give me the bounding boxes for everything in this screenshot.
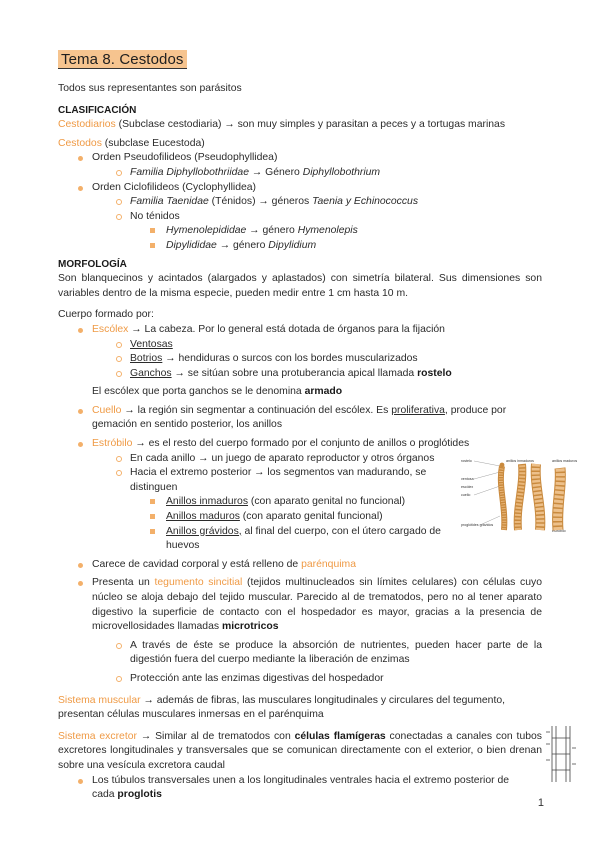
figure-label: proglótides grávidos (461, 523, 494, 527)
estrobilo-text: → es el resto del cuerpo formado por el conjunto de anillos o proglótides (132, 438, 470, 450)
proteccion-text: Protección ante las enzimas digestivas del hospedador (130, 672, 384, 684)
ganchos-term: Ganchos (130, 367, 172, 379)
absorcion-text: A través de éste se produce la absorción de nutrientes, pueden hacer parte de la digestión fuera del cuerpo mediante la liberación de enzimas (130, 639, 542, 666)
fam-arrow: → género (246, 225, 298, 237)
microtricos-term: microtricos (221, 621, 279, 633)
no-tenidos-label: No ténidos (130, 210, 180, 222)
fam-name: Familia Diphyllobothriidae (130, 166, 249, 178)
fam-arrow: → Género (248, 166, 303, 178)
tegumento-text: Presenta un (92, 577, 155, 589)
clasificacion-heading: CLASIFICACIÓN (58, 104, 137, 116)
botrios-term: Botrios (130, 353, 163, 365)
ventosas-term: Ventosas (130, 338, 173, 350)
figure-label: ventosa (461, 477, 474, 481)
cuerpo-list (58, 323, 542, 381)
fam-arrow: (Ténidos) → géneros (208, 196, 313, 208)
escolex-term: Escólex (92, 323, 129, 335)
intro-text: Todos sus representantes son parásitos (58, 83, 242, 94)
excretor-paragraph (58, 730, 542, 774)
cestodos-term: Cestodos (58, 137, 102, 149)
figure-label: rostelo (461, 459, 472, 463)
gravidos-term: Anillos grávidos, (166, 525, 242, 537)
armado-term: armado (304, 386, 343, 398)
proliferativa-term: proliferativa (391, 404, 445, 416)
genus-name: Dipylidium (268, 239, 317, 251)
excretory-system-figure (544, 724, 578, 784)
fam-name: Hymenolepididae (166, 225, 247, 237)
list-item (58, 639, 542, 668)
tubulos-list (58, 774, 542, 803)
cuerpo-line: Cuerpo formado por: (58, 309, 154, 321)
cuello-list (58, 404, 542, 433)
cestodos-line (58, 137, 542, 152)
tegumento-term: tegumento sincitial (154, 577, 243, 589)
extremo-text: Hacia el extremo posterior → los segmentos van madurando, se distinguen (130, 467, 427, 493)
page-title: Tema 8. Cestodos (58, 50, 187, 69)
list-item (58, 367, 542, 382)
cavidad-list (58, 558, 542, 687)
maduros-text: (con aparato genital funcional) (239, 511, 383, 523)
list-item (58, 224, 542, 239)
figure-label: estróbilo (552, 529, 566, 533)
cestode-body-drawing (500, 463, 561, 530)
genus-name: Hymenolepis (297, 225, 358, 237)
orden-list (58, 151, 542, 253)
cavidad-text: Carece de cavidad corporal y está relleno de (92, 558, 302, 570)
page-number: 1 (537, 797, 544, 809)
list-item (58, 466, 448, 495)
fam-arrow: → género (216, 239, 269, 251)
list-item (58, 181, 542, 196)
muscular-text: → además de fibras, las musculares longitudinales y circulares del tegumento, presentan células musculares inmersas en el parénquima (58, 694, 506, 721)
excretor-text: → Similar al de trematodos con (136, 730, 295, 742)
maduros-term: Anillos maduros (166, 511, 240, 523)
list-item (58, 774, 532, 803)
list-item (58, 323, 542, 338)
cestode-anatomy-figure (460, 456, 580, 536)
list-item (58, 404, 542, 433)
armado-text: El escólex que porta ganchos se le denomina (92, 386, 305, 398)
list-item (58, 525, 456, 554)
cuello-text-2: , produce por gemación en sentido posterior, los anillos (92, 404, 507, 431)
cestodiarios-text: (Subclase cestodiaria) → son muy simples y parasitan a peces y a tortugas marinas (115, 119, 506, 131)
tubulos-text: Los túbulos transversales unen a los longitudinales ventrales hacia el extremo posterior de cada (92, 774, 510, 801)
botrios-text: → hendiduras o surcos con los bordes muscularizados (162, 353, 418, 365)
morfologia-heading: MORFOLOGÍA (58, 258, 127, 270)
list-item (58, 576, 542, 634)
inmaduros-text: (con aparato genital no funcional) (248, 496, 406, 508)
excretor-term: Sistema excretor (58, 730, 137, 742)
tegumento-text-2: (tejidos multinucleados sin límites celulares) con células cuyo núcleo se aloja debajo del tejido muscular. Parecido al de trematodos, pero no al tener aparato digestivo la superficie de contacto con el hospedador es mayor, gracias a la presencia de microvellosidades llamadas (92, 577, 543, 633)
flamigeras-term: células flamígeras (294, 730, 386, 742)
figure-label: anillos inmaduros (506, 459, 534, 463)
muscular-term: Sistema muscular (58, 694, 141, 706)
muscular-paragraph (58, 694, 542, 723)
gravidos-text: al final del cuerpo, con el útero cargado de huevos (166, 525, 441, 552)
list-item (58, 338, 542, 353)
ganchos-text: → se sitúan sobre una protuberancia apical llamada (171, 367, 418, 379)
document-body (58, 82, 542, 803)
excretor-text-2: conectadas a canales con tubos excretores longitudinales y transversales que se comunican directamente con el exterior, o bien drenan sobre una vesícula excretora caudal (58, 730, 542, 771)
figure-label: escólex (461, 485, 474, 489)
fam-name: Dipylididae (166, 239, 217, 251)
cuello-term: Cuello (92, 404, 122, 416)
list-item (58, 352, 542, 367)
genus-name: Diphyllobothrium (302, 166, 381, 178)
cestodiarios-line (58, 118, 542, 133)
orden2-label: Orden Ciclofilideos (Cyclophyllidea) (92, 181, 257, 193)
list-item (58, 437, 542, 452)
figure-label: anillos maduros (552, 459, 578, 463)
list-item (58, 166, 542, 181)
list-item (58, 195, 542, 210)
escolex-text: → La cabeza. Por lo general está dotada de órganos para la fijación (128, 323, 445, 335)
orden1-label: Orden Pseudofilideos (Pseudophyllidea) (92, 152, 278, 164)
list-item (58, 672, 542, 687)
fam-name: Familia Taenidae (130, 196, 209, 208)
armado-note (58, 385, 542, 400)
anillo-text: En cada anillo → un juego de aparato reproductor y otros órganos (130, 452, 435, 464)
list-item (58, 239, 542, 254)
cuello-text: → la región sin segmentar a continuación del escólex. Es (121, 404, 392, 416)
cestodos-text: (subclase Eucestoda) (101, 137, 205, 149)
title-block (58, 50, 187, 69)
parenquima-term: parénquima (301, 558, 356, 570)
list-item (58, 151, 542, 166)
morfologia-paragraph: Son blanquecinos y acintados (alargados y aplastados) con simetría bilateral. Sus dimensiones son variables dentro de la misma especie, pueden medir entre 1 cm hasta 10 m. (58, 273, 542, 299)
proglotis-term: proglotis (117, 789, 162, 801)
list-item (58, 558, 542, 573)
estrobilo-term: Estróbilo (92, 438, 133, 450)
genus-name: Taenia y Echinococcus (312, 196, 419, 208)
rostelo-term: rostelo (417, 367, 452, 379)
list-item (58, 210, 542, 225)
inmaduros-term: Anillos inmaduros (166, 496, 249, 508)
figure-label: cuello (461, 493, 471, 497)
cestodiarios-term: Cestodiarios (58, 119, 116, 131)
